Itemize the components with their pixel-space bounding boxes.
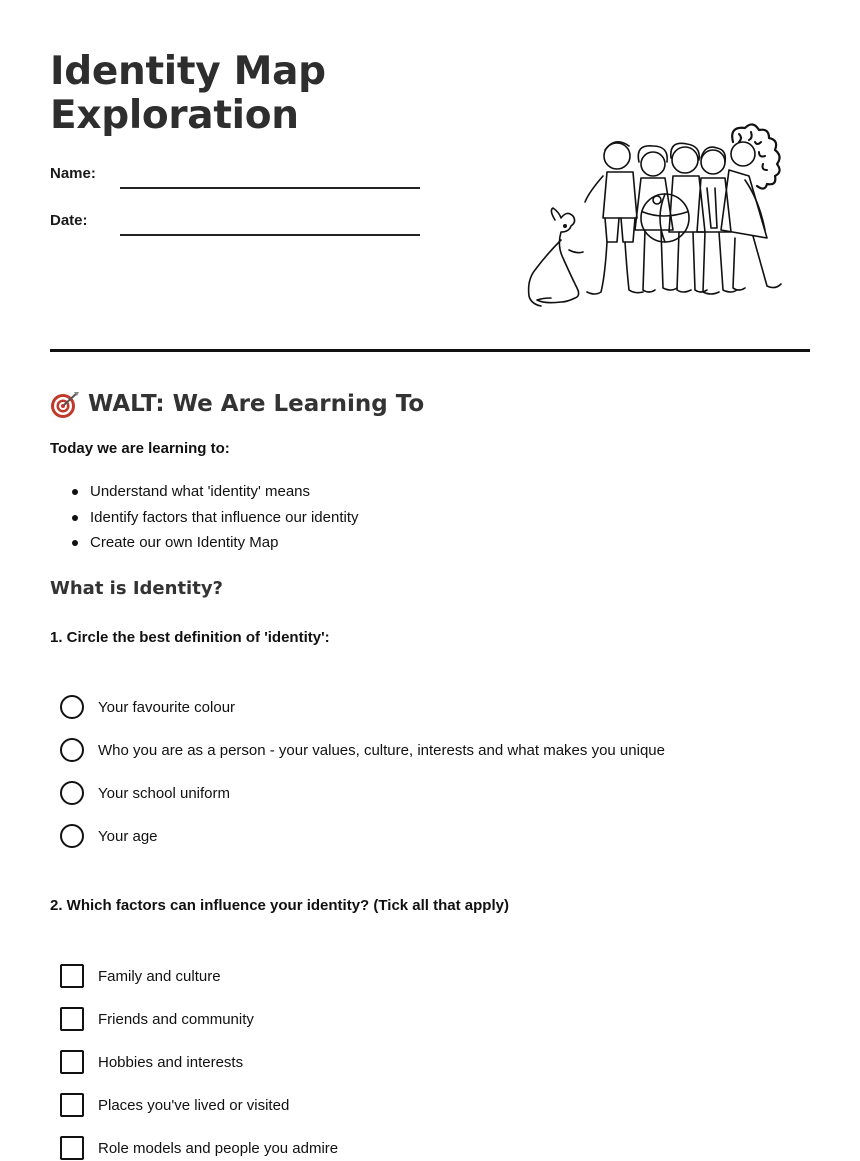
checkbox[interactable] xyxy=(60,1050,84,1074)
date-field[interactable] xyxy=(120,234,420,236)
checkbox[interactable] xyxy=(60,1093,84,1117)
option-label: Your age xyxy=(98,827,158,845)
list-item xyxy=(70,507,358,533)
q1-option-1[interactable] xyxy=(60,695,235,719)
bullet-icon xyxy=(72,515,78,521)
option-label: Your favourite colour xyxy=(98,698,236,716)
walt-list xyxy=(70,481,358,558)
target-dart-icon xyxy=(50,389,80,419)
q2-option-3[interactable] xyxy=(60,1050,243,1074)
option-label: Role models and people you admire xyxy=(98,1139,339,1157)
radio-circle[interactable] xyxy=(60,781,84,805)
option-label: Who you are as a person - your values, culture, interests and what makes you unique xyxy=(98,741,665,759)
question2-prompt: 2. Which factors can influence your identity? (Tick all that apply) xyxy=(50,897,509,914)
option-label: Family and culture xyxy=(98,967,221,985)
q2-option-5[interactable] xyxy=(60,1136,338,1160)
q1-option-4[interactable] xyxy=(60,824,158,848)
list-item xyxy=(70,481,358,507)
q1-option-3[interactable] xyxy=(60,781,230,805)
radio-circle[interactable] xyxy=(60,738,84,762)
walt-heading-text: WALT: We Are Learning To xyxy=(88,391,425,417)
date-label: Date: xyxy=(50,212,88,229)
page-title xyxy=(50,50,326,138)
section-divider xyxy=(50,349,810,352)
q2-option-2[interactable] xyxy=(60,1007,254,1031)
checkbox[interactable] xyxy=(60,964,84,988)
checkbox[interactable] xyxy=(60,1136,84,1160)
walt-heading xyxy=(50,388,424,420)
bullet-icon xyxy=(72,540,78,546)
list-item-text: Understand what 'identity' means xyxy=(90,483,311,500)
q2-option-4[interactable] xyxy=(60,1093,289,1117)
page-title-line1: Identity Map xyxy=(50,49,326,94)
checkbox[interactable] xyxy=(60,1007,84,1031)
option-label: Hobbies and interests xyxy=(98,1053,244,1071)
walt-intro: Today we are learning to: xyxy=(50,440,230,457)
question1-prompt: 1. Circle the best definition of 'identity': xyxy=(50,629,330,646)
radio-circle[interactable] xyxy=(60,695,84,719)
option-label: Places you've lived or visited xyxy=(98,1096,290,1114)
list-item-text: Identify factors that influence our identity xyxy=(90,508,359,526)
identity-heading: What is Identity? xyxy=(50,578,223,599)
children-illustration-icon xyxy=(525,122,790,322)
q1-option-2[interactable] xyxy=(60,738,665,762)
option-label: Friends and community xyxy=(98,1010,254,1028)
list-item xyxy=(70,532,358,558)
name-field[interactable] xyxy=(120,187,420,189)
bullet-icon xyxy=(72,489,78,495)
radio-circle[interactable] xyxy=(60,824,84,848)
option-label: Your school uniform xyxy=(98,784,231,802)
page-title-line2: Exploration xyxy=(50,93,299,138)
q2-option-1[interactable] xyxy=(60,964,221,988)
list-item-text: Create our own Identity Map xyxy=(90,534,279,551)
name-label: Name: xyxy=(50,165,96,182)
